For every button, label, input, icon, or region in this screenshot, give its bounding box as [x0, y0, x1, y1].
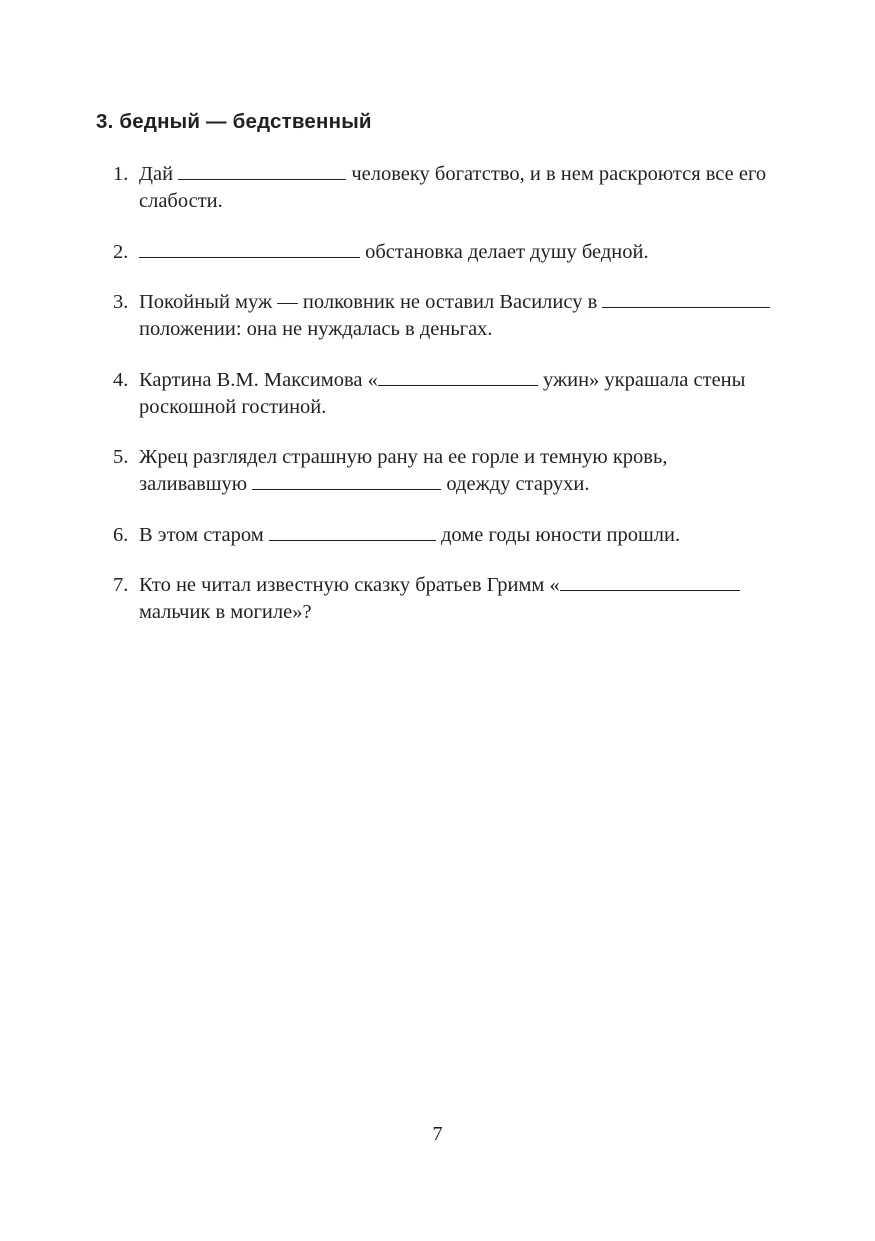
- item-number: 3.: [113, 291, 129, 313]
- section-title: 3. бедный — бедственный: [96, 110, 372, 133]
- item-text: обстановка делает душу бедной.: [139, 239, 777, 266]
- item-text: Дай человеку богатство, и в нем раскроются все его слабости.: [139, 163, 767, 212]
- item-text: Картина В.М. Максимова « ужин» украшала стены роскошной гостиной.: [139, 368, 746, 418]
- item-text: Жрец разглядел страшную рану на ее горле и темную кровь, заливавшую одежду старухи.: [139, 446, 668, 495]
- item-text: Покойный муж — полковник не оставил Василису в положении: она не нуждалась в деньгах.: [139, 289, 777, 343]
- answer-blank[interactable]: [178, 162, 346, 180]
- exercise-item-3: [113, 289, 777, 343]
- answer-blank[interactable]: [252, 472, 441, 490]
- answer-blank[interactable]: [602, 290, 770, 308]
- item-number: 2.: [113, 240, 129, 263]
- exercise-item-5: [113, 444, 777, 498]
- answer-blank[interactable]: [378, 368, 538, 386]
- exercise-item-2: [113, 239, 777, 266]
- item-text: Кто не читал известную сказку братьев Гримм « мальчик в могиле»?: [139, 572, 777, 626]
- item-number: 6.: [113, 523, 129, 546]
- answer-blank[interactable]: [139, 240, 360, 258]
- answer-blank[interactable]: [560, 573, 740, 591]
- exercise-list: [113, 161, 777, 650]
- item-number: 5.: [113, 446, 129, 468]
- item-number: 1.: [113, 163, 129, 185]
- exercise-item-7: [113, 572, 777, 626]
- exercise-item-1: [113, 161, 777, 215]
- page-number: 7: [432, 1123, 443, 1145]
- exercise-item-4: [113, 367, 777, 421]
- answer-blank[interactable]: [269, 523, 436, 541]
- exercise-item-6: [113, 522, 777, 549]
- item-text: В этом старом доме годы юности прошли.: [139, 523, 681, 546]
- item-number: 7.: [113, 574, 129, 596]
- item-number: 4.: [113, 368, 129, 391]
